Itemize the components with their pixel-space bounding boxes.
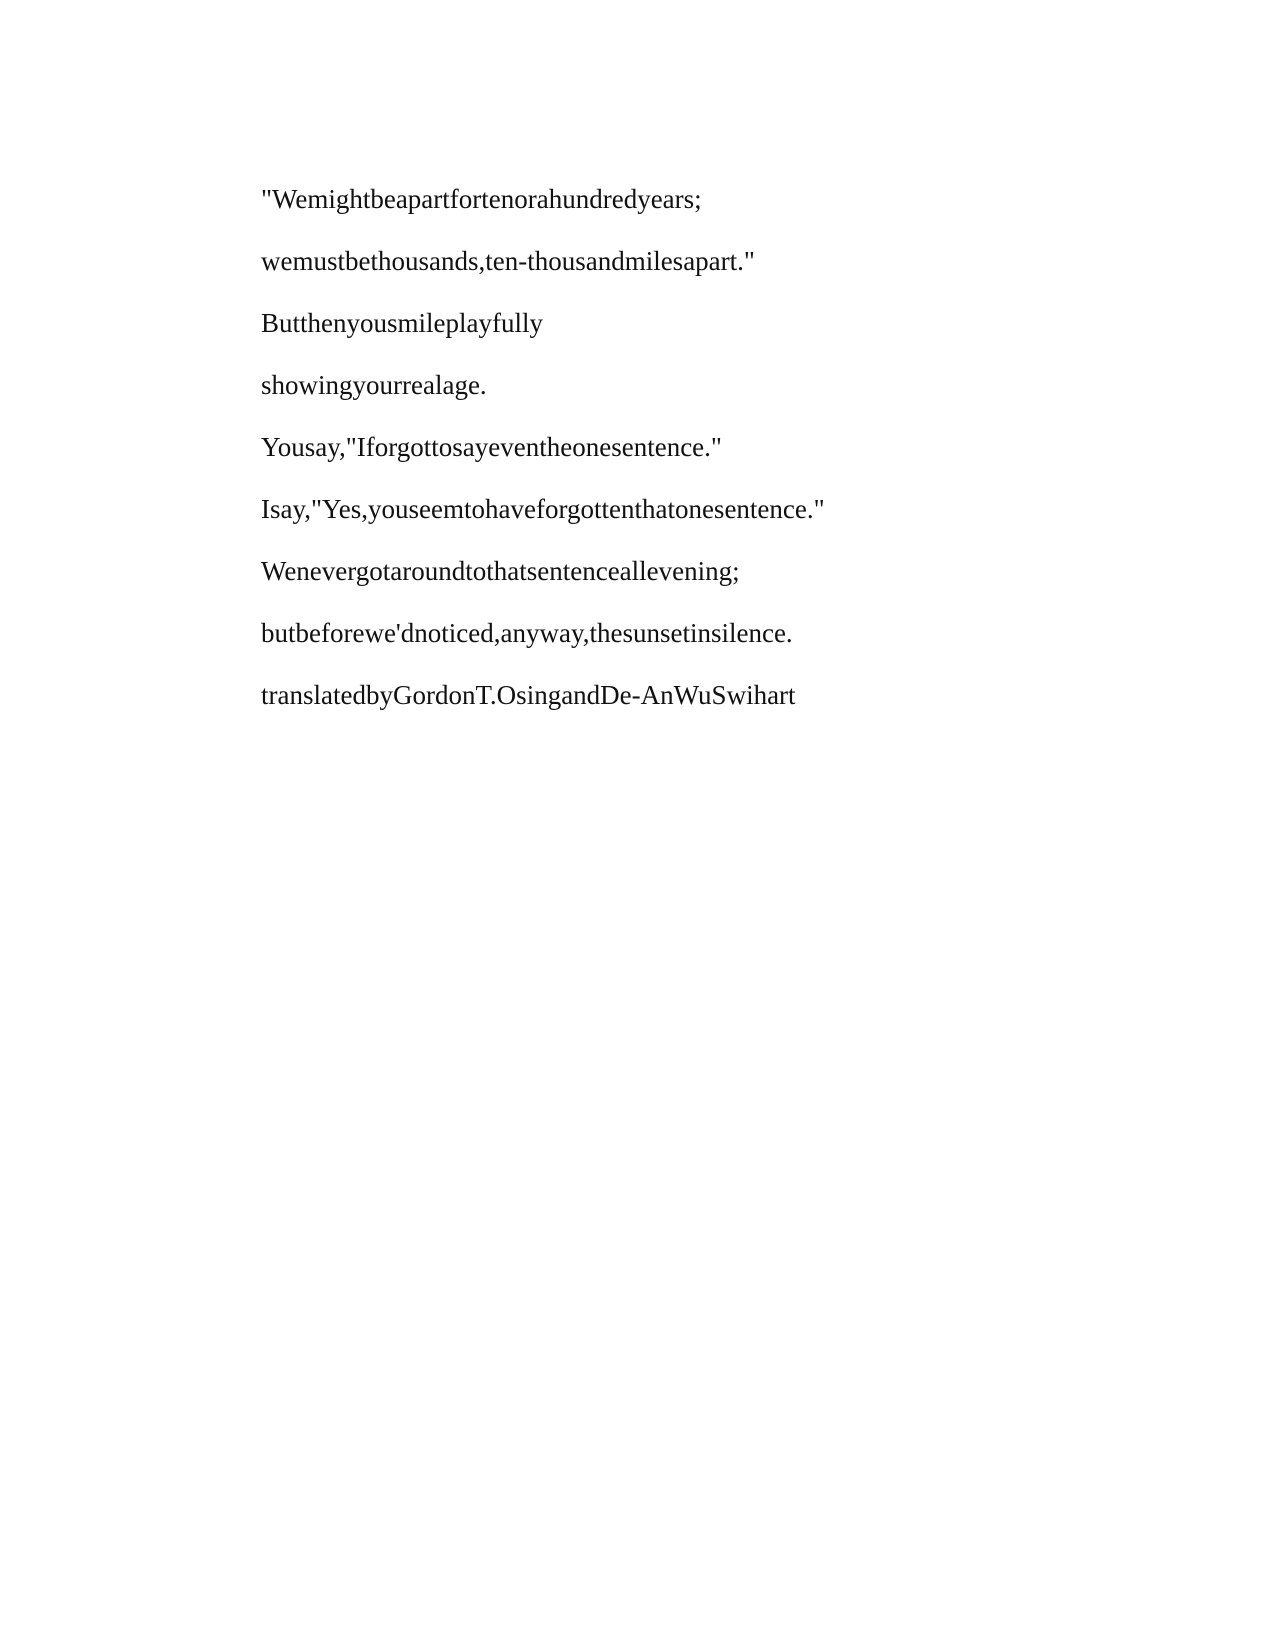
poem-text-block	[261, 168, 1161, 726]
poem-line: showingyourrealage.	[261, 370, 487, 400]
poem-line: butbeforewe'dnoticed,anyway,thesunsetinsilence.	[261, 618, 793, 648]
poem-line: Butthenyousmileplayfully	[261, 308, 543, 338]
poem-line: Wenevergotaroundtothatsentenceallevening;	[261, 556, 740, 586]
poem-line: Isay,"Yes,youseemtohaveforgottenthatonesentence."	[261, 494, 825, 524]
poem-line: wemustbethousands,ten-thousandmilesapart."	[261, 246, 755, 276]
translator-credit: translatedbyGordonT.OsingandDe-AnWuSwihart	[261, 680, 796, 710]
poem-line: "Wemightbeapartfortenorahundredyears;	[261, 184, 702, 214]
poem-line: Yousay,"Iforgottosayeventheonesentence."	[261, 432, 722, 462]
